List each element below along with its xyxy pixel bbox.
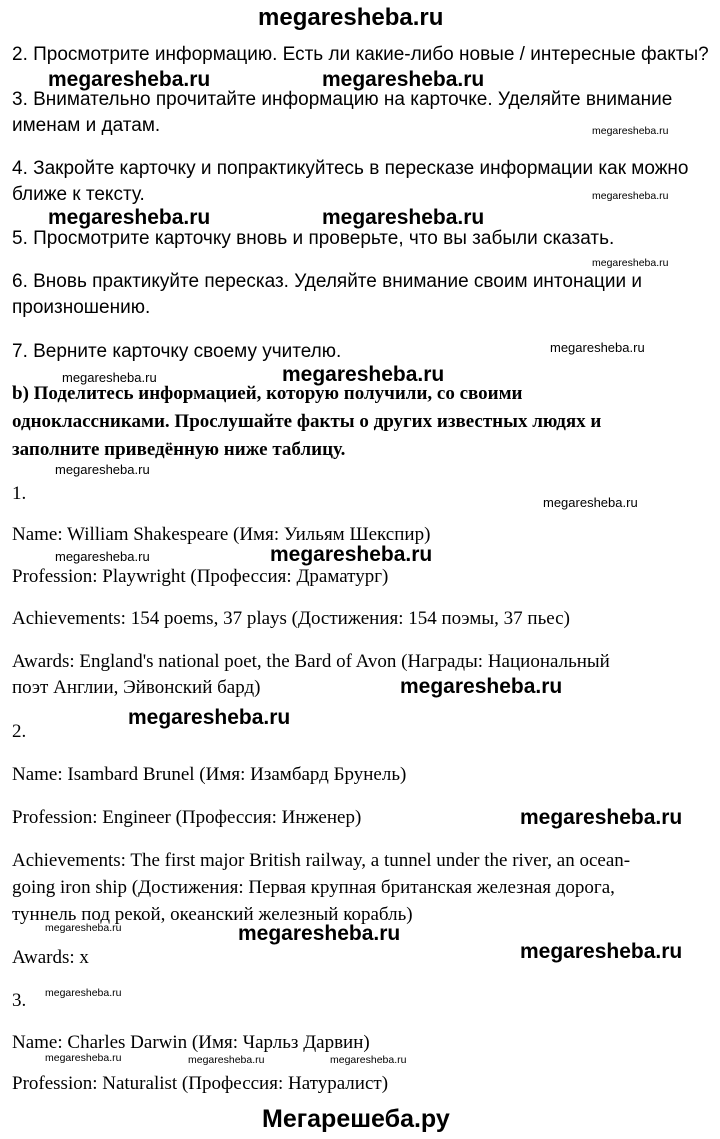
entry-1-profession: Profession: Playwright (Профессия: Драматург): [12, 566, 389, 587]
task-b-line-1: b) Поделитесь информацией, которую получили, со своими: [12, 383, 523, 404]
instruction-3-line-1: 3. Внимательно прочитайте информацию на карточке. Уделяйте внимание: [12, 89, 673, 110]
instruction-3-line-2: именам и датам.: [12, 115, 161, 136]
entry-2-achievements-line-3: туннель под рекой, океанский железный корабль): [12, 904, 413, 925]
entry-1-name: Name: William Shakespeare (Имя: Уильям Шекспир): [12, 524, 431, 545]
instruction-4-line-2: ближе к тексту.: [12, 184, 145, 205]
watermark: megaresheba.ru: [282, 363, 445, 386]
instruction-5: 5. Просмотрите карточку вновь и проверьте, что вы забыли сказать.: [12, 228, 615, 249]
watermark: megaresheba.ru: [45, 1052, 122, 1064]
watermark: megaresheba.ru: [238, 922, 401, 945]
watermark: megaresheba.ru: [400, 675, 563, 698]
entry-1-awards-line-2: поэт Англии, Эйвонский бард): [12, 677, 261, 698]
watermark: megaresheba.ru: [550, 340, 645, 355]
entry-2-profession: Profession: Engineer (Профессия: Инженер): [12, 807, 362, 828]
watermark: megaresheba.ru: [48, 206, 211, 229]
watermark: megaresheba.ru: [62, 370, 157, 385]
entry-3-number: 3.: [12, 990, 27, 1011]
instruction-6-line-2: произношению.: [12, 297, 151, 318]
watermark: megaresheba.ru: [55, 462, 150, 477]
watermark: megaresheba.ru: [592, 190, 669, 202]
entry-3-name: Name: Charles Darwin (Имя: Чарльз Дарвин): [12, 1032, 370, 1053]
entry-3-profession: Profession: Naturalist (Профессия: Натуралист): [12, 1073, 389, 1094]
header-watermark: megaresheba.ru: [258, 4, 444, 31]
watermark: megaresheba.ru: [55, 549, 150, 564]
watermark: megaresheba.ru: [45, 987, 122, 999]
watermark: megaresheba.ru: [592, 125, 669, 137]
watermark: megaresheba.ru: [48, 68, 211, 91]
watermark: megaresheba.ru: [188, 1054, 265, 1066]
task-b-line-3: заполните приведённую ниже таблицу.: [12, 439, 346, 460]
watermark: megaresheba.ru: [592, 257, 669, 269]
entry-2-achievements-line-2: going iron ship (Достижения: Первая крупная британская железная дорога,: [12, 877, 615, 898]
watermark: megaresheba.ru: [128, 706, 291, 729]
entry-1-achievements: Achievements: 154 poems, 37 plays (Достижения: 154 поэмы, 37 пьес): [12, 608, 570, 629]
watermark: megaresheba.ru: [543, 495, 638, 510]
watermark: megaresheba.ru: [330, 1054, 407, 1066]
instruction-4-line-1: 4. Закройте карточку и попрактикуйтесь в пересказе информации как можно: [12, 158, 689, 179]
instruction-6-line-1: 6. Вновь практикуйте пересказ. Уделяйте внимание своим интонации и: [12, 271, 643, 292]
entry-2-number: 2.: [12, 721, 27, 742]
instruction-2: 2. Просмотрите информацию. Есть ли какие-либо новые / интересные факты?: [12, 44, 709, 65]
watermark: megaresheba.ru: [270, 543, 433, 566]
watermark: megaresheba.ru: [520, 806, 683, 829]
watermark: megaresheba.ru: [45, 922, 122, 934]
entry-2-name: Name: Isambard Brunel (Имя: Изамбард Брунель): [12, 764, 407, 785]
watermark: megaresheba.ru: [520, 940, 683, 963]
instruction-7: 7. Верните карточку своему учителю.: [12, 341, 342, 362]
entry-2-awards: Awards: x: [12, 947, 89, 968]
entry-2-achievements-line-1: Achievements: The first major British railway, a tunnel under the river, an ocean-: [12, 850, 631, 871]
watermark: megaresheba.ru: [322, 206, 485, 229]
entry-1-awards-line-1: Awards: England's national poet, the Bard of Avon (Награды: Национальный: [12, 651, 610, 672]
watermark: megaresheba.ru: [322, 68, 485, 91]
footer-watermark: Мегарешеба.ру: [262, 1105, 450, 1133]
entry-1-number: 1.: [12, 483, 27, 504]
task-b-line-2: одноклассниками. Прослушайте факты о других известных людях и: [12, 411, 602, 432]
